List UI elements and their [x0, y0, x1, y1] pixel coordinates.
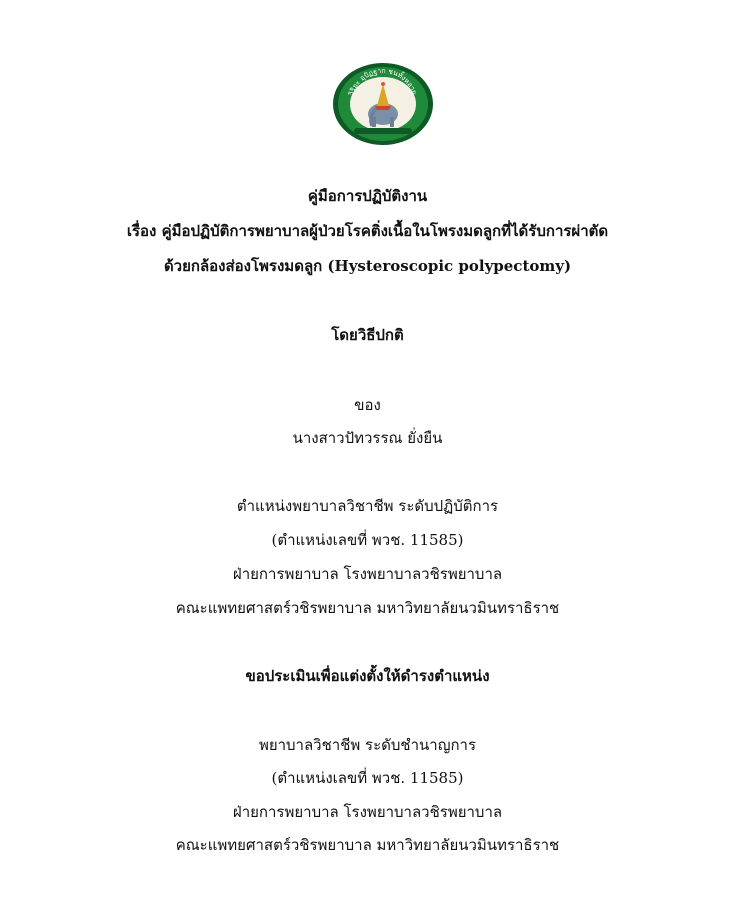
- document-subject-line-1: เรื่อง คู่มือปฏิบัติการพยาบาลผู้ป่วยโรคติ่งเนื้อในโพรงมดลูกที่ได้รับการผ่าตัด: [126, 222, 609, 240]
- requested-position-number: (ตำแหน่งเลขที่ พวช. 11585): [271, 769, 464, 787]
- current-position-department: ฝ่ายการพยาบาล โรงพยาบาลวชิรพยาบาล: [232, 565, 503, 583]
- document-title: คู่มือการปฏิบัติงาน: [307, 187, 428, 205]
- requested-position-faculty: คณะแพทยศาสตร์วชิรพยาบาล มหาวิทยาลัยนวมินทราธิราช: [175, 836, 560, 854]
- author-name: นางสาวปัทวรรณ ยั่งยืน: [292, 429, 443, 447]
- current-position-title: ตำแหน่งพยาบาลวิชาชีพ ระดับปฏิบัติการ: [236, 497, 499, 515]
- requested-position-department: ฝ่ายการพยาบาล โรงพยาบาลวชิรพยาบาล: [232, 803, 503, 821]
- requested-position-title: พยาบาลวิชาชีพ ระดับชำนาญการ: [258, 736, 477, 754]
- document-subject-line-2: ด้วยกล้องส่องโพรงมดลูก (Hysteroscopic polypectomy): [163, 257, 572, 275]
- svg-text:วิริยะ อุปัฏฐาก ชนทั้งหลาย: วิริยะ อุปัฏฐาก ชนทั้งหลาย: [347, 66, 419, 97]
- current-position-faculty: คณะแพทยศาสตร์วชิรพยาบาล มหาวิทยาลัยนวมินทราธิราช: [175, 599, 560, 617]
- university-seal-logo: [332, 62, 434, 146]
- author-of-label: ของ: [354, 396, 381, 414]
- method-label: โดยวิธีปกติ: [331, 326, 404, 344]
- request-heading: ขอประเมินเพื่อแต่งตั้งให้ดำรงตำแหน่ง: [245, 667, 490, 685]
- current-position-number: (ตำแหน่งเลขที่ พวช. 11585): [271, 531, 464, 549]
